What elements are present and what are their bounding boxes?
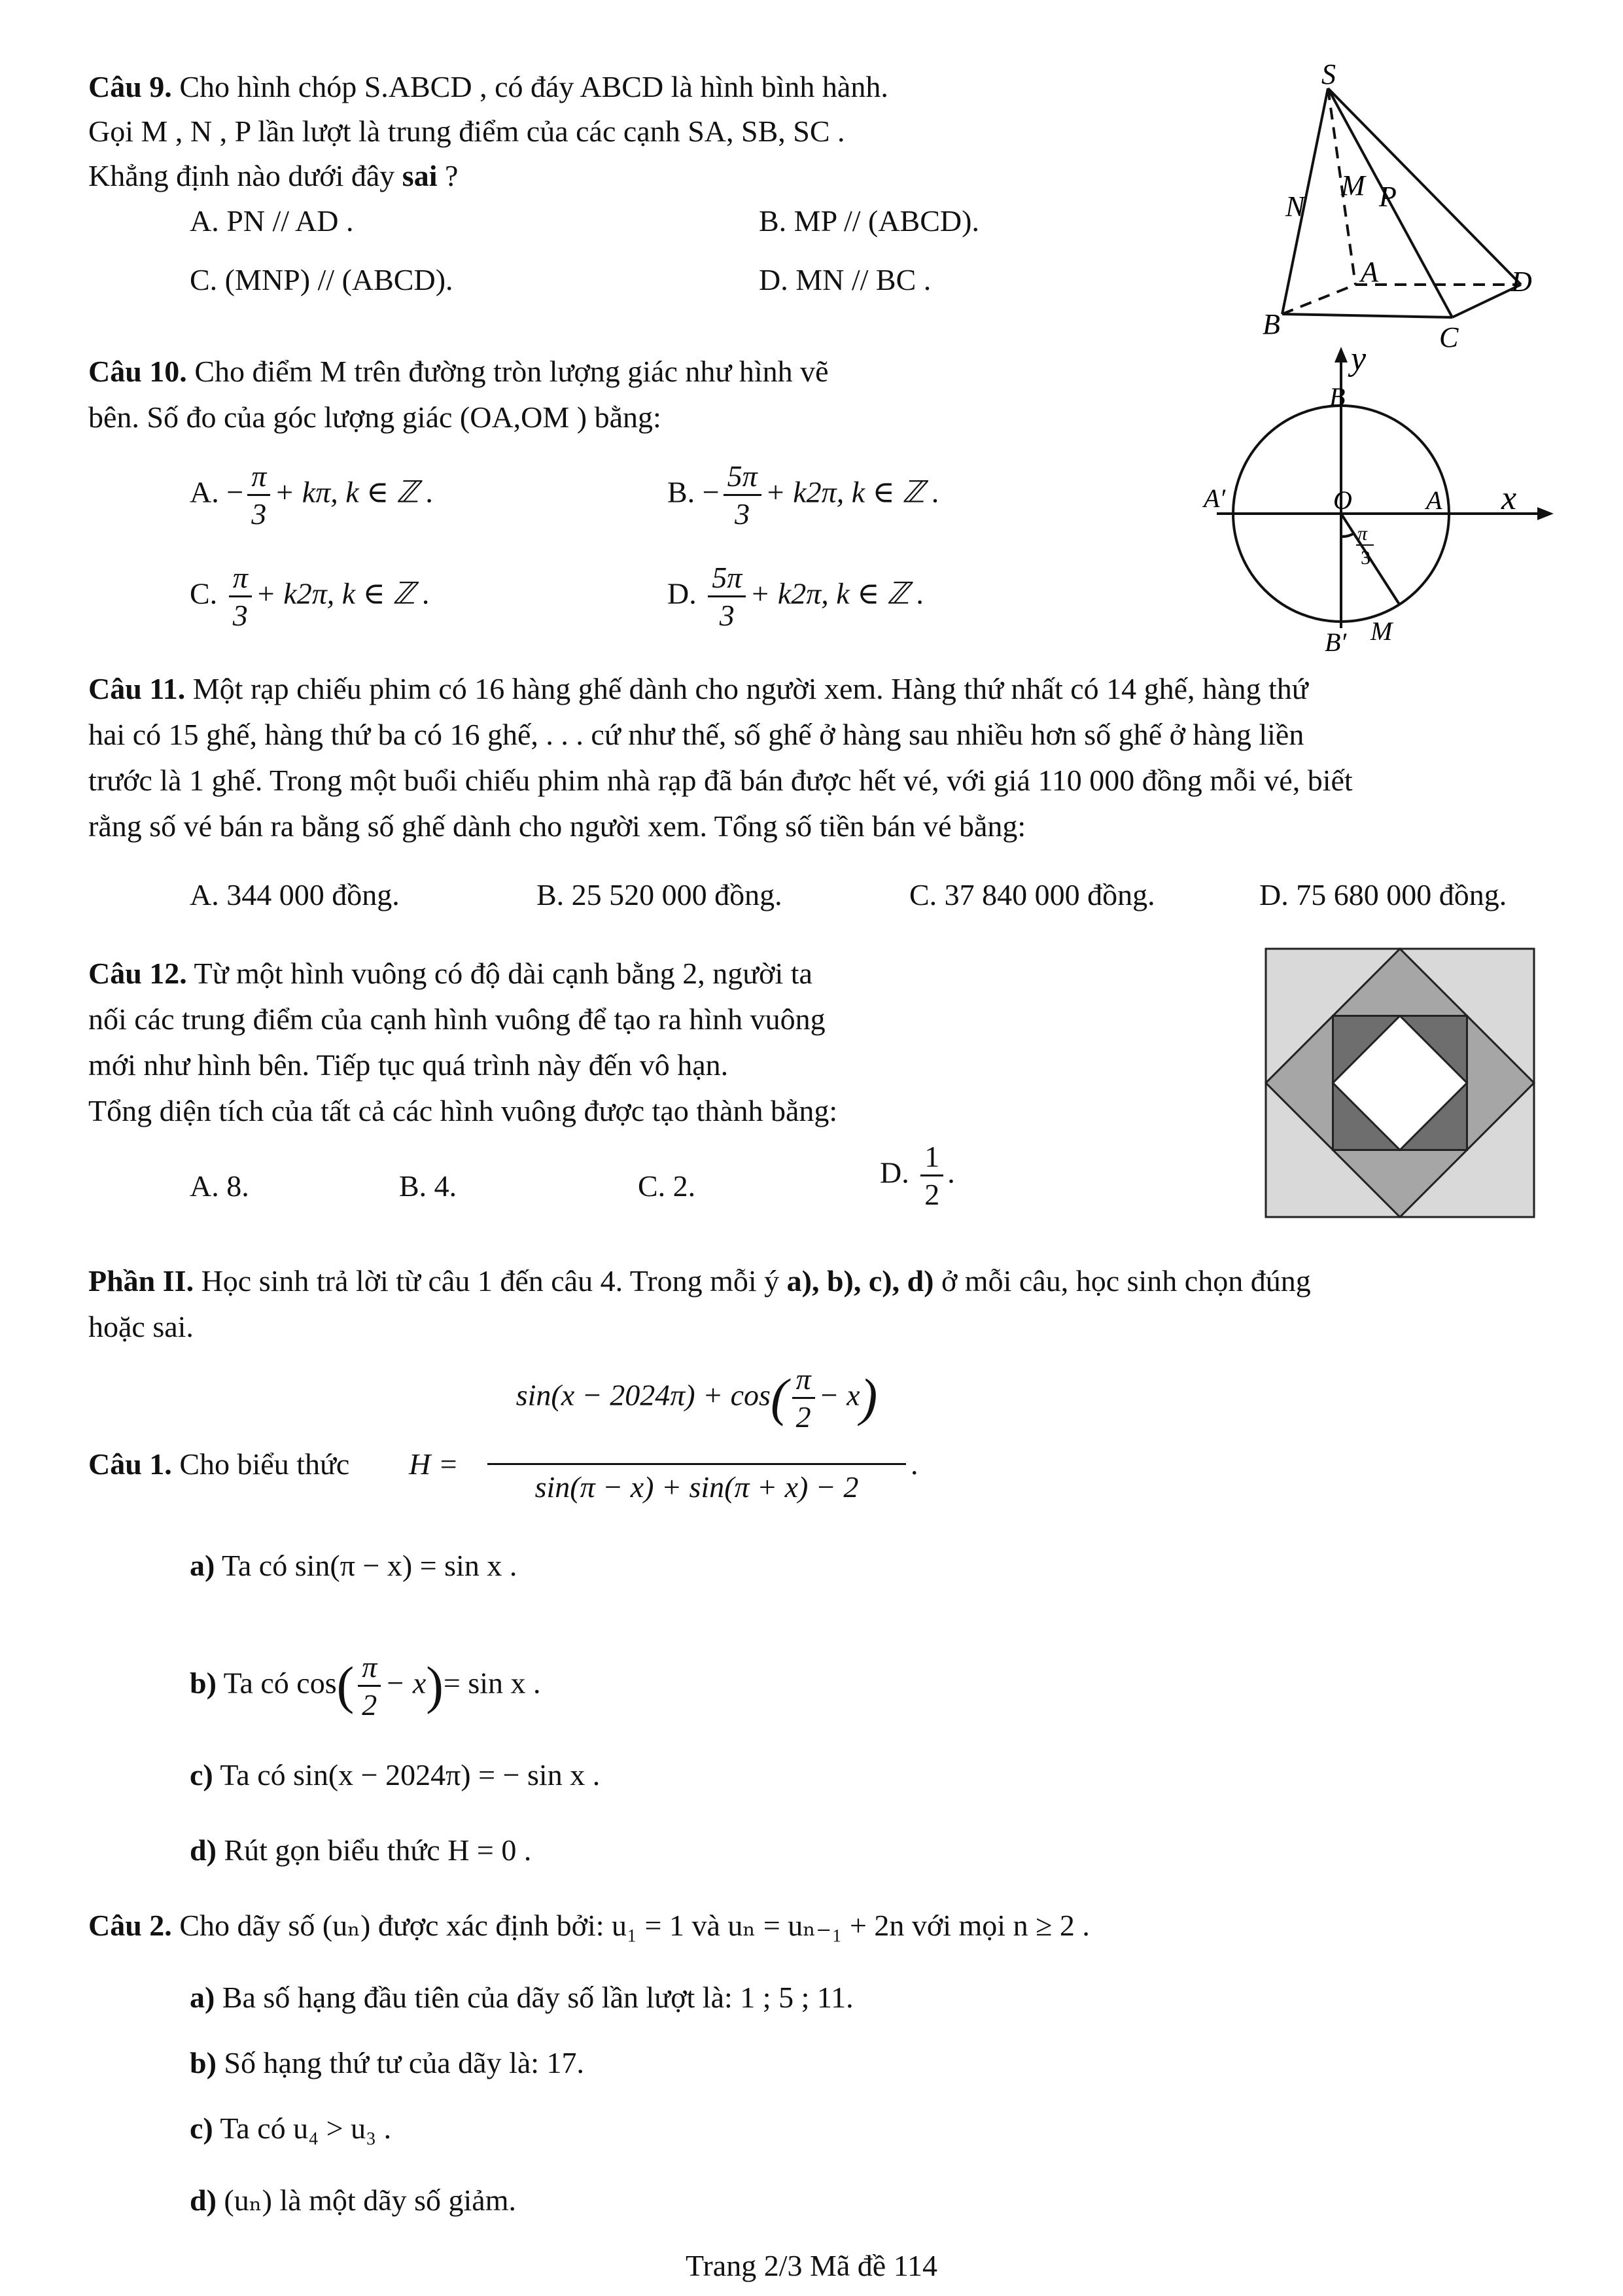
q9-line3 xyxy=(88,154,458,198)
label-m: M xyxy=(1341,169,1365,202)
p2q1-b-num: π xyxy=(358,1649,381,1687)
p2q1-fraction-bar xyxy=(487,1463,906,1465)
p2q1-b-mid: − x xyxy=(385,1666,427,1700)
p2q2-label: Câu 2. xyxy=(88,1909,172,1942)
q11-label: Câu 11. xyxy=(88,672,186,705)
part2-label: Phần II. xyxy=(88,1264,194,1298)
p2q2-a-text: Ba số hạng đầu tiên của dãy số lần lượt là: 1 ; 5 ; 11. xyxy=(222,1981,854,2014)
p2q1-item-b[interactable] xyxy=(190,1649,541,1723)
q10-d-den: 3 xyxy=(719,599,735,633)
p2q2-item-b[interactable] xyxy=(190,2041,584,2085)
q10-b-tail: + k2π, k ∈ ℤ . xyxy=(765,475,940,509)
p2q1-numer-frac-den: 2 xyxy=(795,1400,811,1434)
q10-b-letter: B. xyxy=(667,475,695,509)
q11-option-a[interactable]: A. 344 000 đồng. xyxy=(190,878,400,911)
q12-option-d[interactable] xyxy=(880,1139,955,1212)
q10-a-num: π xyxy=(247,458,270,496)
p2q1-c-label: c) xyxy=(190,1758,213,1792)
q10-a-frac xyxy=(247,458,270,532)
p2q2-item-c[interactable] xyxy=(190,2107,391,2151)
p2q1-lparen: ( xyxy=(770,1369,788,1427)
q10-b-num: 5π xyxy=(724,458,761,496)
p2q1-b-label: b) xyxy=(190,1666,217,1700)
q11-line1-text: Một rạp chiếu phim có 16 hàng ghế dành cho người xem. Hàng thứ nhất có 14 ghế, hàng thứ xyxy=(192,672,1308,705)
q10-c-letter: C. xyxy=(190,576,218,610)
angle-pi: π xyxy=(1357,523,1368,544)
q10-option-b[interactable] xyxy=(667,458,939,532)
part2-line1-b: a), b), c), d) xyxy=(786,1264,934,1298)
p2q1-item-c[interactable] xyxy=(190,1754,600,1797)
q10-c-den: 3 xyxy=(232,599,248,633)
q12-line2: nối các trung điểm của cạnh hình vuông để tạo ra hình vuông xyxy=(88,1002,826,1036)
part2-line1-a: Học sinh trả lời từ câu 1 đến câu 4. Trong mỗi ý xyxy=(201,1264,787,1298)
p2q2-c-text: Ta có u₄ > u₃ . xyxy=(220,2111,392,2145)
label-a: A xyxy=(1426,486,1442,515)
q10-a-den: 3 xyxy=(251,497,267,531)
pyramid-figure xyxy=(1230,59,1570,360)
q10-option-d[interactable] xyxy=(667,559,924,633)
p2q2-d-text: (uₙ) là một dãy số giảm. xyxy=(224,2183,516,2217)
q9-line3-a: Khẳng định nào dưới đây xyxy=(88,159,402,192)
q9-option-a[interactable]: A. PN // AD . xyxy=(190,204,354,238)
q12-option-a[interactable]: A. 8. xyxy=(190,1169,249,1203)
q12-line3: mới như hình bên. Tiếp tục quá trình này đến vô hạn. xyxy=(88,1048,729,1082)
q10-option-c[interactable] xyxy=(190,559,430,633)
p2q1-b-post: = sin x . xyxy=(443,1666,541,1700)
label-o: O xyxy=(1333,486,1352,515)
q11-option-d[interactable]: D. 75 680 000 đồng. xyxy=(1259,878,1507,911)
label-b-prime: B′ xyxy=(1325,627,1347,657)
p2q1-a-text: Ta có sin(π − x) = sin x . xyxy=(222,1549,517,1582)
q10-line2: bên. Số đo của góc lượng giác (OA,OM ) bằng: xyxy=(88,400,661,434)
q12-d-frac xyxy=(920,1139,943,1212)
q10-line1-text: Cho điểm M trên đường tròn lượng giác như hình vẽ xyxy=(194,355,829,388)
q10-d-tail: + k2π, k ∈ ℤ . xyxy=(750,576,925,610)
p2q2-b-label: b) xyxy=(190,2046,217,2079)
q9-option-c[interactable]: C. (MNP) // (ABCD). xyxy=(190,263,453,296)
label-b: B xyxy=(1263,308,1280,340)
label-b: B xyxy=(1329,382,1346,412)
p2q1-label: Câu 1. xyxy=(88,1447,172,1481)
label-a: A xyxy=(1361,256,1378,288)
label-a-prime: A′ xyxy=(1204,484,1226,513)
q12-line1 xyxy=(88,952,812,996)
q10-line1 xyxy=(88,350,829,394)
p2q1-intro xyxy=(88,1443,349,1487)
label-p: P xyxy=(1379,181,1397,213)
edge-ba xyxy=(1282,285,1355,314)
label-d: D xyxy=(1511,266,1532,298)
p2q1-item-d[interactable] xyxy=(190,1829,531,1873)
x-arrow-icon xyxy=(1537,507,1554,520)
p2q1-c-text: Ta có sin(x − 2024π) = − sin x . xyxy=(220,1758,601,1792)
page-footer: Trang 2/3 Mã đề 114 xyxy=(685,2249,938,2282)
q10-c-tail: + k2π, k ∈ ℤ . xyxy=(255,576,430,610)
q9-label: Câu 9. xyxy=(88,70,172,103)
p2q1-rparen: ) xyxy=(860,1369,878,1427)
y-arrow-icon xyxy=(1335,347,1348,362)
q12-line4: Tổng diện tích của tất cả các hình vuông được tạo thành bằng: xyxy=(88,1094,838,1127)
q11-line2: hai có 15 ghế, hàng thứ ba có 16 ghế, . . . cứ như thế, số ghế ở hàng sau nhiều hơn số ghế ở hàng liền xyxy=(88,718,1304,751)
q10-c-num: π xyxy=(229,559,252,597)
p2q1-item-a[interactable] xyxy=(190,1544,517,1588)
q10-a-tail: + kπ, k ∈ ℤ . xyxy=(274,475,434,509)
q12-label: Câu 12. xyxy=(88,957,187,990)
label-s: S xyxy=(1321,59,1336,90)
label-n: N xyxy=(1285,190,1305,222)
p2q1-b-rparen: ) xyxy=(426,1657,444,1715)
edge-bc xyxy=(1282,314,1452,317)
q12-option-b[interactable]: B. 4. xyxy=(399,1169,457,1203)
part2-line1-c: ở mỗi câu, học sinh chọn đúng xyxy=(934,1264,1311,1298)
p2q1-b-frac xyxy=(358,1649,381,1723)
q10-label: Câu 10. xyxy=(88,355,187,388)
q12-d-num: 1 xyxy=(920,1139,943,1176)
p2q2-a-label: a) xyxy=(190,1981,215,2014)
q11-line1 xyxy=(88,667,1308,711)
label-m: M xyxy=(1370,616,1393,646)
p2q1-b-pre: Ta có cos xyxy=(223,1666,337,1700)
p2q1-a-label: a) xyxy=(190,1549,215,1582)
q12-line1-text: Từ một hình vuông có độ dài cạnh bằng 2, người ta xyxy=(194,957,812,990)
p2q2-b-text: Số hạng thứ tư của dãy là: 17. xyxy=(224,2046,585,2079)
label-y: y xyxy=(1351,340,1367,378)
q10-c-frac xyxy=(229,559,252,633)
q10-b-den: 3 xyxy=(735,497,750,531)
q10-b-frac xyxy=(724,458,761,532)
p2q1-numerator xyxy=(487,1361,906,1435)
p2q1-intro-text: Cho biểu thức xyxy=(179,1447,350,1481)
q9-false-word: sai xyxy=(402,159,438,192)
p2q1-numer-frac xyxy=(792,1361,815,1435)
q11-line3: trước là 1 ghế. Trong một buổi chiếu phim nhà rạp đã bán được hết vé, với giá 110 000 đồng mỗi vé, biết xyxy=(88,764,1353,797)
q9-line3-c: ? xyxy=(437,159,459,192)
label-x: x xyxy=(1501,480,1517,517)
q12-d-tail: . xyxy=(947,1156,955,1190)
q10-d-num: 5π xyxy=(708,559,746,597)
p2q1-d-text: Rút gọn biểu thức H = 0 . xyxy=(224,1833,532,1867)
p2q1-lhs: H = xyxy=(409,1447,459,1481)
q9-line2: Gọi M , N , P lần lượt là trung điểm của các cạnh SA, SB, SC . xyxy=(88,115,845,148)
angle-three: 3 xyxy=(1361,547,1370,569)
trig-circle-figure xyxy=(1191,340,1583,667)
q10-option-a[interactable] xyxy=(190,458,434,532)
angle-arc xyxy=(1341,533,1354,537)
q11-option-c[interactable]: C. 37 840 000 đồng. xyxy=(909,878,1155,911)
q10-d-letter: D. xyxy=(667,576,697,610)
p2q1-numer-tail: − x xyxy=(818,1378,860,1412)
q11-option-b[interactable]: B. 25 520 000 đồng. xyxy=(536,878,782,911)
p2q1-numer-frac-num: π xyxy=(792,1361,815,1399)
p2q2-item-a[interactable] xyxy=(190,1976,854,2020)
part2-line2: hoặc sai. xyxy=(88,1310,194,1343)
p2q1-dot: . xyxy=(911,1447,918,1481)
label-c: C xyxy=(1439,321,1459,353)
q11-line4: rằng số vé bán ra bằng số ghế dành cho người xem. Tổng số tiền bán vé bằng: xyxy=(88,809,1026,843)
ray-om xyxy=(1341,514,1400,605)
nested-squares-figure xyxy=(1263,945,1537,1220)
p2q1-b-lparen: ( xyxy=(336,1657,355,1715)
p2q1-numer-a: sin(x − 2024π) + cos xyxy=(515,1378,771,1412)
q9-option-d[interactable]: D. MN // BC . xyxy=(759,263,932,296)
q10-a-sign: − xyxy=(226,475,244,509)
q12-d-den: 2 xyxy=(924,1178,940,1212)
p2q2-item-d[interactable] xyxy=(190,2179,516,2223)
p2q2-intro-text: Cho dãy số (uₙ) được xác định bởi: u₁ = 1 và uₙ = uₙ₋₁ + 2n với mọi n ≥ 2 . xyxy=(179,1909,1090,1942)
q12-option-c[interactable]: C. 2. xyxy=(638,1169,696,1203)
q10-d-frac xyxy=(708,559,746,633)
q10-a-letter: A. xyxy=(190,475,219,509)
q9-line1-text: Cho hình chóp S.ABCD , có đáy ABCD là hình bình hành. xyxy=(179,70,888,103)
p2q1-b-den: 2 xyxy=(362,1688,377,1722)
p2q2-c-label: c) xyxy=(190,2111,213,2145)
p2q2-d-label: d) xyxy=(190,2183,217,2217)
p2q1-denominator: sin(π − x) + sin(π + x) − 2 xyxy=(534,1470,859,1504)
p2q1-d-label: d) xyxy=(190,1833,217,1867)
q9-option-b[interactable]: B. MP // (ABCD). xyxy=(759,204,979,238)
q10-b-sign: − xyxy=(702,475,720,509)
q12-d-letter: D. xyxy=(880,1156,909,1190)
q9-line1 xyxy=(88,65,888,109)
part2-line1 xyxy=(88,1260,1311,1303)
p2q2-intro xyxy=(88,1904,1090,1948)
